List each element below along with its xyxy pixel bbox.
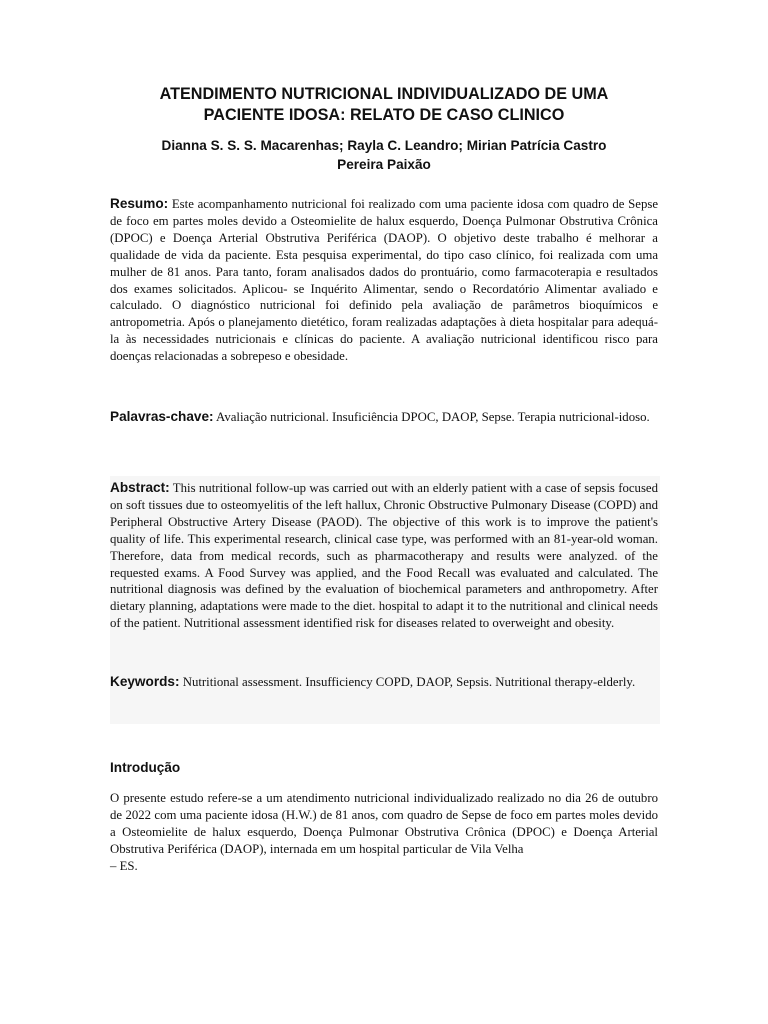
- resumo-label: Resumo:: [110, 196, 169, 211]
- keywords-section: [110, 674, 658, 691]
- keywords-label: Keywords:: [110, 674, 180, 689]
- title-line-1: ATENDIMENTO NUTRICIONAL INDIVIDUALIZADO DE UMA: [159, 85, 609, 103]
- resumo-section: [110, 196, 658, 365]
- abstract-label: Abstract:: [110, 480, 170, 495]
- palavras-section: [110, 409, 658, 426]
- intro-heading: Introdução: [110, 760, 181, 775]
- keywords-paragraph: [110, 674, 658, 691]
- paper-authors: [110, 136, 658, 174]
- palavras-label: Palavras-chave:: [110, 409, 214, 424]
- abstract-text: This nutritional follow-up was carried out with an elderly patient with a case of sepsis focused on soft tissues due to osteomyelitis of the left hallux, Chronic Obstructive Pulmonary Disease (COPD) and Peripheral Obstructive Artery Disease (PAOD). The objective of this work is to improve the patient's quality of life. This experimental research, clinical case type, was performed with an 81-year-old woman. Therefore, data from medical records, such as pharmacotherapy and results were analyzed. of the requested exams. A Food Survey was applied, and the Food Recall was evaluated and calculated. The nutritional diagnosis was defined by the evaluation of biochemical parameters and anthropometry. After dietary planning, adaptations were made to the diet. hospital to adapt it to the nutritional and clinical needs of the patient. Nutritional assessment identified risk for diseases related to overweight and obesity.: [110, 481, 659, 631]
- authors-line-1: Dianna S. S. S. Macarenhas; Rayla C. Leandro; Mirian Patrícia Castro: [161, 138, 607, 153]
- intro-text: O presente estudo refere-se a um atendimento nutricional individualizado realizado no dia 26 de outubro de 2022 com uma paciente idosa (H.W.) de 81 anos, com quadro de Sepse de foco em partes moles devido a Osteomielite de halux esquerdo, Doença Pulmonar Obstrutiva Crônica (DPOC) e Doença Arterial Obstrutiva Periférica (DAOP), internada em um hospital particular de Vila Velha: [110, 791, 658, 856]
- abstract-paragraph: [110, 480, 658, 632]
- intro-section: [110, 790, 658, 875]
- intro-tail: – ES.: [110, 858, 138, 873]
- authors-line-2: Pereira Paixão: [337, 157, 431, 172]
- palavras-paragraph: [110, 409, 658, 426]
- abstract-section: [110, 480, 658, 632]
- resumo-text: Este acompanhamento nutricional foi realizado com uma paciente idosa com quadro de Sepse de foco em partes moles devido a Osteomielite de halux esquerdo, Doença Pulmonar Obstrutiva Crônica (DPOC) e Doença Arterial Obstrutiva Periférica (DAOP). O objetivo deste trabalho é melhorar a qualidade de vida da paciente. Esta pesquisa experimental, do tipo caso clínico, foi realizada com uma mulher de 81 anos. Para tanto, foram analisados dados do prontuário, como farmacoterapia e resultados dos exames solicitados. Aplicou- se Inquérito Alimentar, sendo o Recordatório Alimentar avaliado e calculado. O diagnóstico nutricional foi definido pela avaliação de parâmetros bioquímicos e antropometria. Após o planejamento dietético, foram realizadas adaptações à dieta hospitalar para adequá-la às necessidades nutricionais e clínicas do paciente. A avaliação nutricional identificou risco para doenças relacionadas a sobrepeso e obesidade.: [110, 197, 659, 364]
- intro-paragraph: [110, 790, 658, 875]
- palavras-text: Avaliação nutricional. Insuficiência DPOC, DAOP, Sepse. Terapia nutricional-idoso.: [216, 410, 650, 424]
- paper-title: [110, 84, 658, 126]
- keywords-text: Nutritional assessment. Insufficiency COPD, DAOP, Sepsis. Nutritional therapy-elderly.: [182, 675, 636, 689]
- title-line-2: PACIENTE IDOSA: RELATO DE CASO CLINICO: [203, 106, 565, 124]
- resumo-paragraph: [110, 196, 658, 365]
